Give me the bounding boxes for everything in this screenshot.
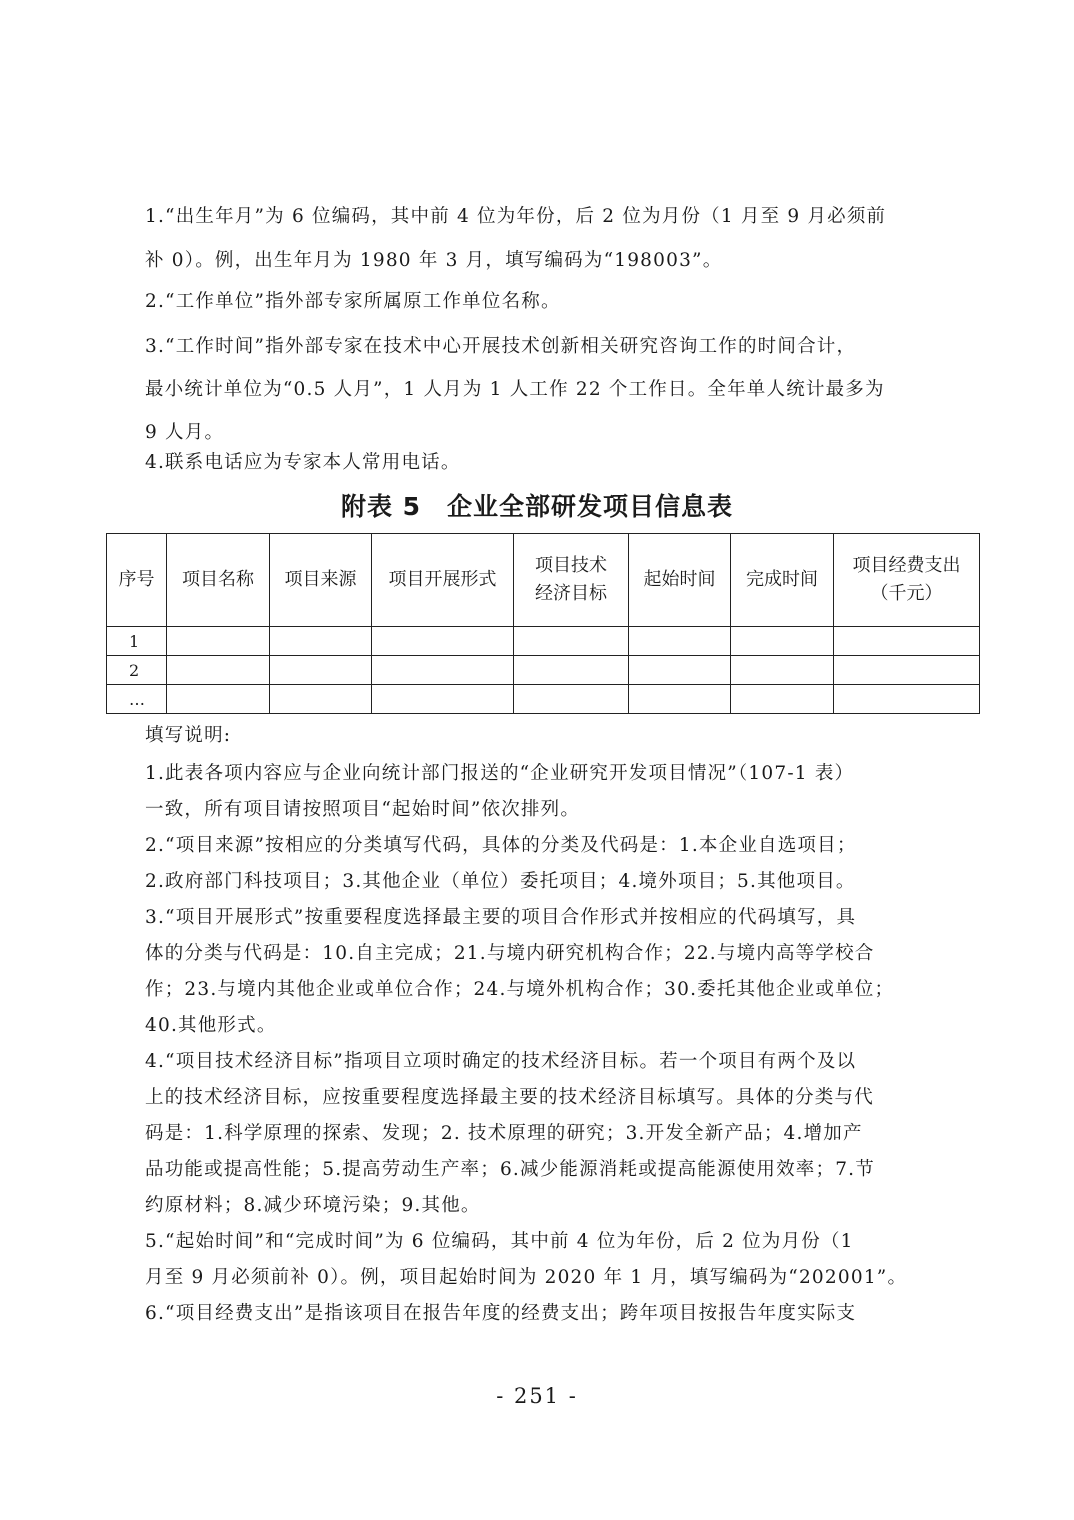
instruction-line: 3.“项目开展形式”按重要程度选择最主要的项目合作形式并按相应的代码填写，具	[145, 907, 857, 928]
instruction-line: 品功能或提高性能；5.提高劳动生产率；6.减少能源消耗或提高能源使用效率；7.节	[145, 1159, 875, 1180]
table-title: 附表 5 企业全部研发项目信息表	[340, 492, 734, 521]
page-number: - 251 -	[496, 1384, 578, 1408]
col-header-end: 完成时间	[731, 534, 834, 627]
col-header-expense: 项目经费支出 （千元）	[834, 534, 980, 627]
instructions-heading: 填写说明:	[145, 725, 232, 746]
col-header-goal: 项目技术 经济目标	[514, 534, 629, 627]
instruction-line: 上的技术经济目标，应按重要程度选择最主要的技术经济目标填写。具体的分类与代	[145, 1087, 874, 1108]
instruction-line: 码是：1.科学原理的探索、发现；2. 技术原理的研究；3.开发全新产品；4.增加产	[145, 1123, 863, 1144]
col-header-seq: 序号	[107, 534, 167, 627]
table-row	[107, 685, 980, 714]
instruction-line: 2.政府部门科技项目；3.其他企业（单位）委托项目；4.境外项目；5.其他项目。	[145, 871, 856, 892]
row-seq: 2	[107, 656, 167, 685]
note-line: 1.“出生年月”为 6 位编码，其中前 4 位为年份，后 2 位为月份（1 月至 9 月必须前	[145, 206, 887, 227]
row-seq: 1	[107, 627, 167, 656]
row-seq: …	[107, 685, 167, 714]
note-line: 3.“工作时间”指外部专家在技术中心开展技术创新相关研究咨询工作的时间合计，	[145, 336, 857, 357]
table-row	[107, 656, 980, 685]
header-row	[107, 534, 980, 627]
instruction-line: 一致，所有项目请按照项目“起始时间”依次排列。	[145, 799, 581, 820]
col-header-name: 项目名称	[167, 534, 270, 627]
instruction-line: 4.“项目技术经济目标”指项目立项时确定的技术经济目标。若一个项目有两个及以	[145, 1051, 857, 1072]
instruction-line: 6.“项目经费支出”是指该项目在报告年度的经费支出；跨年项目按报告年度实际支	[145, 1303, 857, 1324]
instruction-line: 月至 9 月必须前补 0）。例，项目起始时间为 2020 年 1 月，填写编码为“202001”。	[145, 1267, 908, 1288]
col-header-start: 起始时间	[629, 534, 731, 627]
project-info-table	[106, 533, 980, 714]
instruction-line: 约原材料；8.减少环境污染；9.其他。	[145, 1195, 481, 1216]
col-header-form: 项目开展形式	[372, 534, 514, 627]
note-line: 补 0）。例，出生年月为 1980 年 3 月，填写编码为“198003”。	[145, 250, 723, 271]
note-line: 4.联系电话应为专家本人常用电话。	[145, 452, 461, 473]
instruction-line: 1.此表各项内容应与企业向统计部门报送的“企业研究开发项目情况”（107-1 表）	[145, 763, 855, 784]
instruction-line: 2.“项目来源”按相应的分类填写代码，具体的分类及代码是：1.本企业自选项目；	[145, 835, 857, 856]
instruction-line: 5.“起始时间”和“完成时间”为 6 位编码，其中前 4 位为年份，后 2 位为月份（1	[145, 1231, 854, 1252]
note-line: 最小统计单位为“0.5 人月”，1 人月为 1 人工作 22 个工作日。全年单人统计最多为	[145, 379, 885, 400]
instruction-line: 作；23.与境内其他企业或单位合作；24.与境外机构合作；30.委托其他企业或单位；	[145, 979, 895, 1000]
note-line: 2.“工作单位”指外部专家所属原工作单位名称。	[145, 291, 561, 312]
note-line: 9 人月。	[145, 422, 225, 443]
table-row	[107, 627, 980, 656]
instruction-line: 体的分类与代码是：10.自主完成；21.与境内研究机构合作；22.与境内高等学校合	[145, 943, 875, 964]
instruction-line: 40.其他形式。	[145, 1015, 277, 1036]
col-header-source: 项目来源	[270, 534, 372, 627]
